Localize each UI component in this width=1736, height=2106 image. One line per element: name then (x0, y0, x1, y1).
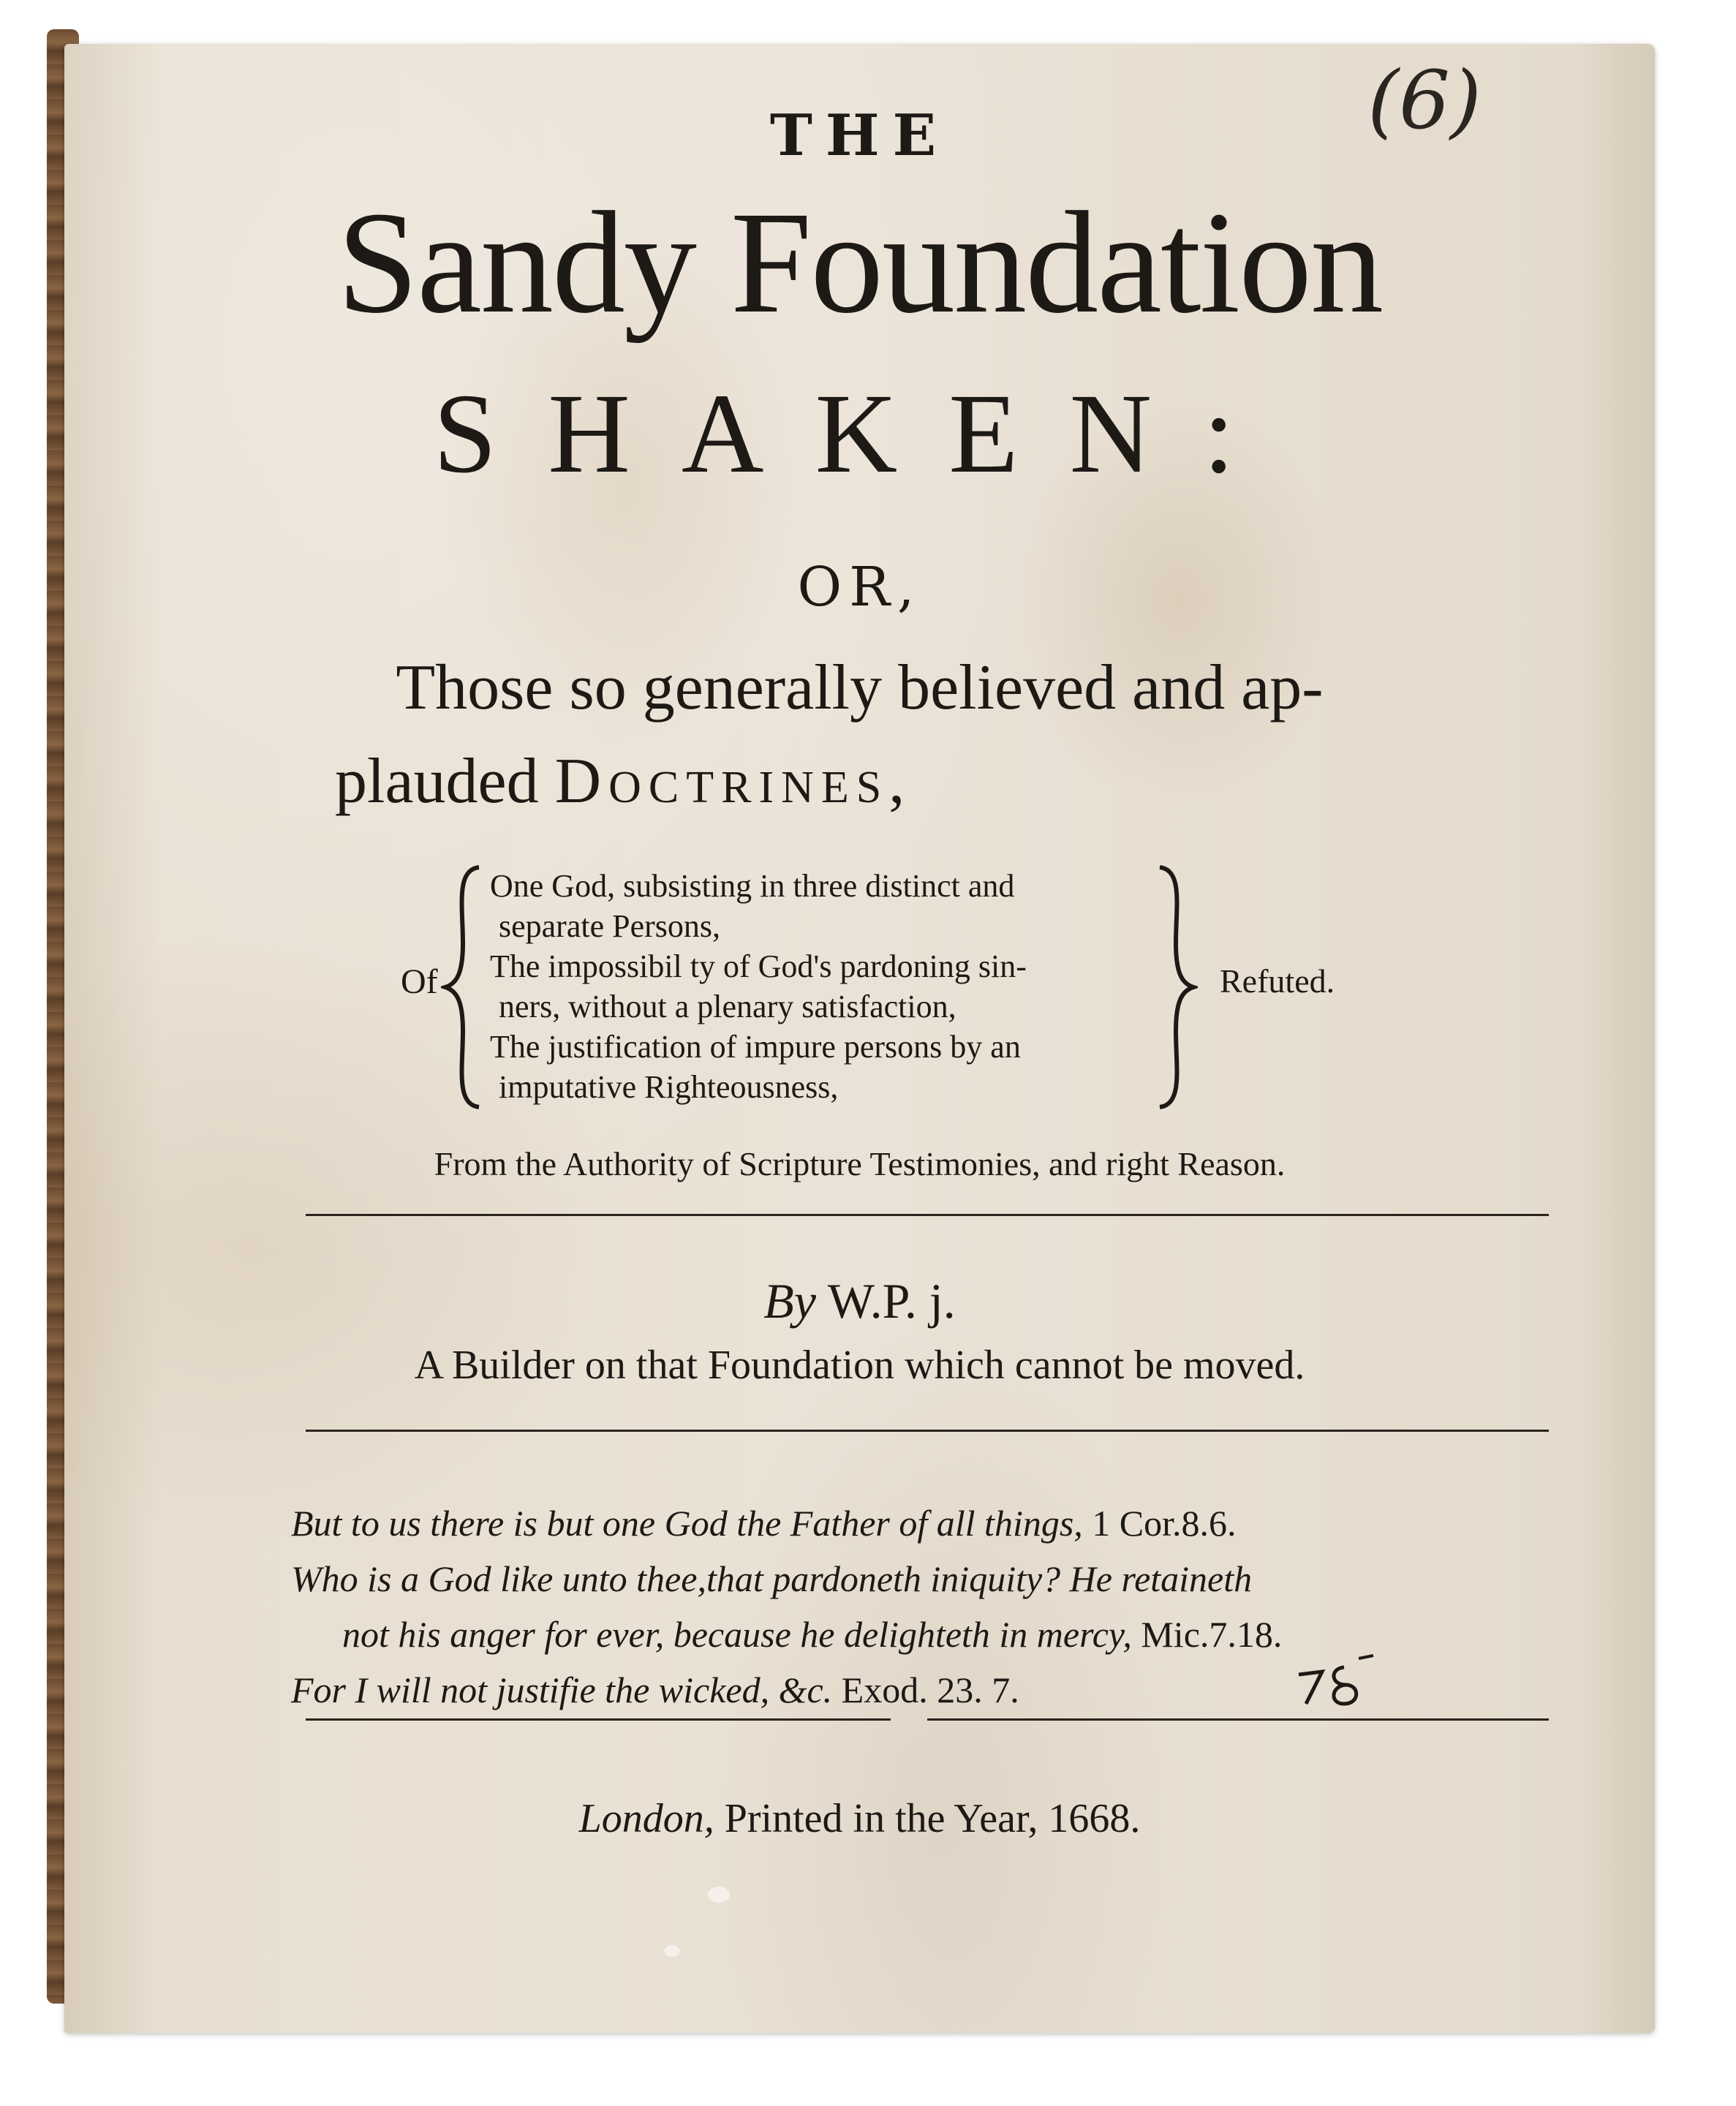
doctrine-line: imputative Righteousness, (499, 1069, 839, 1105)
verse-reference: 1 Cor.8.6. (1082, 1503, 1237, 1544)
verse-text: But to us there is but one God the Father of all things, (291, 1503, 1083, 1544)
handwritten-mark (1293, 1653, 1388, 1711)
left-brace-icon (441, 863, 485, 1112)
divider-rule (306, 1214, 1549, 1216)
subtitle-line-1: Those so generally believed and ap- (396, 652, 1324, 723)
verse-text: not his anger for ever, because he delighteth in mercy, (342, 1614, 1132, 1655)
title-or: OR, (797, 556, 922, 619)
title-shaken: SHAKEN: (433, 370, 1286, 497)
imprint (64, 1795, 1655, 1842)
right-brace-icon (1154, 863, 1198, 1112)
byline-author: W.P. j. (827, 1273, 956, 1329)
doctrine-line: The impossibil ty of God's pardoning sin- (490, 948, 1027, 984)
divider-rule (306, 1718, 891, 1721)
doctrine-list-block (64, 863, 1655, 1112)
verse-text: Who is a God like unto thee,that pardoneth iniquity? He retaineth (291, 1558, 1253, 1599)
doctrine-list (490, 866, 1163, 1107)
page-title: Sandy Foundation (336, 182, 1383, 344)
doctrine-line: separate Persons, (499, 908, 721, 944)
verse-line (291, 1551, 1534, 1607)
doctrine-line: ners, without a plenary satisfaction, (499, 989, 956, 1024)
verse-line (291, 1495, 1534, 1551)
doctrine-line: The justification of impure persons by an (490, 1029, 1021, 1065)
divider-rule (306, 1430, 1549, 1432)
imprint-city: London, (578, 1796, 714, 1841)
verse-reference: Mic.7.18. (1131, 1614, 1283, 1655)
title-page (64, 44, 1655, 2033)
verse-reference: Exod. 23. 7. (832, 1669, 1019, 1710)
imprint-text: Printed in the Year, 1668. (714, 1796, 1141, 1841)
byline (64, 1272, 1655, 1330)
refuted-label: Refuted. (1220, 962, 1335, 1000)
builder-line: A Builder on that Foundation which cannot be moved. (414, 1343, 1305, 1388)
byline-by: By (763, 1273, 816, 1329)
subtitle-line-2 (335, 744, 912, 818)
doctrine-line: One God, subsisting in three distinct and (490, 868, 1015, 904)
of-label: Of (401, 962, 438, 1001)
subtitle-doctrines-word: Doctrines, (554, 746, 913, 817)
subtitle-line-2-text: plauded (335, 746, 555, 817)
authority-line: From the Authority of Scripture Testimonies, and right Reason. (434, 1145, 1286, 1182)
paper-damage-spot (664, 1945, 680, 1957)
verse-text: For I will not justifie the wicked, &c. (291, 1669, 833, 1710)
svg-text:(6): (6) (1367, 53, 1482, 147)
paper-damage-spot (708, 1887, 730, 1903)
divider-rule (927, 1718, 1549, 1721)
title-the: THE (769, 102, 950, 169)
